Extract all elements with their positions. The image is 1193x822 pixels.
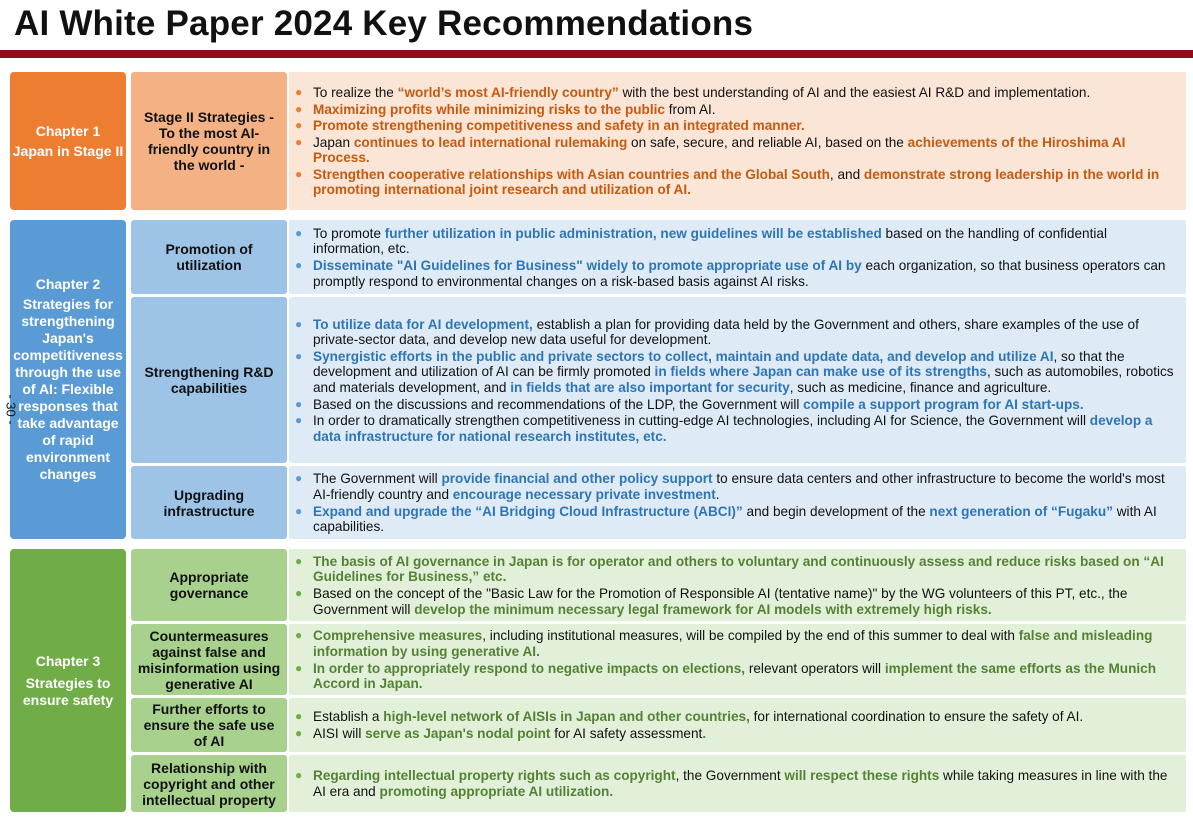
- highlight-text: develop the minimum necessary legal framework for AI models with extremely high risks.: [414, 601, 992, 617]
- body-text: each organization, so that business operators can promptly respond to environmental changes on a risk-based basis against AI risks.: [313, 258, 1166, 289]
- highlight-text: Disseminate "AI Guidelines for Business" widely to promote appropriate use of AI by: [313, 258, 862, 273]
- highlight-text: continues to lead international rulemaking: [353, 134, 628, 150]
- bullet-list: [295, 709, 1176, 742]
- body-text: based on the handling of confidential information, etc.: [313, 225, 1107, 257]
- body-text: To promote: [313, 225, 385, 241]
- body-text: In order to dramatically strengthen competitiveness in cutting-edge AI technologies, including AI for Science, the Government will: [313, 413, 1090, 429]
- chapter-1-section-1-content: [289, 72, 1186, 210]
- chapter-2-section-3-content: [289, 466, 1186, 539]
- bullet-icon: ●: [295, 101, 303, 116]
- highlight-text: in fields where Japan can make use of its strengths: [654, 364, 987, 380]
- bullet-item: [295, 503, 1176, 535]
- body-text: , such as automobiles, robotics and materials development, and: [313, 364, 1174, 395]
- highlight-text: provide financial and other policy support: [441, 471, 713, 487]
- chapter-3-title: Chapter 3: [35, 652, 101, 669]
- bullet-item: [295, 586, 1176, 617]
- chapter-2-section-1-content: [289, 220, 1186, 294]
- highlight-text: Expand and upgrade the “AI Bridging Cloud Infrastructure (ABCI)”: [313, 503, 743, 519]
- body-text: To realize the: [313, 84, 398, 100]
- bullet-item: [295, 134, 1176, 166]
- body-text: establish a plan for providing data held by the Government and others, share examples of the use of private-sector data, and develop new data useful for development.: [313, 316, 1139, 348]
- highlight-text: Strengthen cooperative relationships with Asian countries and the Global South: [313, 166, 830, 182]
- bullet-item: [295, 471, 1176, 502]
- body-text: with AI capabilities.: [313, 503, 1157, 535]
- body-text: and begin development of the: [742, 503, 930, 519]
- highlight-text: compile a support program for AI start-ups.: [803, 396, 1084, 412]
- highlight-text: In order to appropriately respond to negative impacts on elections,: [313, 660, 746, 676]
- bullet-item: [295, 628, 1176, 659]
- bullet-item: [295, 553, 1176, 585]
- bullet-icon: ●: [295, 553, 303, 568]
- highlight-text: .: [702, 726, 707, 741]
- bullet-icon: ●: [295, 348, 303, 363]
- highlight-text: in fields that are also important for security: [510, 380, 790, 395]
- bullet-item: [295, 348, 1176, 396]
- chapter-3-section-1-content: [289, 549, 1186, 621]
- chapter-2-panel: [10, 220, 126, 539]
- body-text: for international coordination to ensure the safety of AI.: [749, 709, 1084, 725]
- bullet-list: [295, 84, 1176, 199]
- body-text: while taking measures in line with the AI era and: [313, 768, 1168, 799]
- highlight-text: “world’s most AI-friendly country”: [397, 84, 619, 100]
- highlight-text: achievements of the Hiroshima AI Process.: [313, 134, 1126, 166]
- title-bar: [0, 50, 1193, 58]
- highlight-text: Comprehensive measures: [313, 628, 483, 644]
- highlight-text: Synergistic efforts in the public and private sectors to collect, maintain and update data, and develop and utilize AI: [313, 348, 1054, 364]
- bullet-icon: ●: [295, 84, 303, 99]
- body-text: relevant operators will: [745, 660, 885, 676]
- highlight-text: will respect these rights: [784, 768, 940, 784]
- bullet-item: [295, 709, 1176, 725]
- body-text: AISI will: [313, 726, 366, 741]
- bullet-icon: ●: [295, 660, 303, 675]
- bullet-item: [295, 660, 1176, 692]
- chapter-2-section-1-label: Promotion of utilization: [131, 220, 287, 294]
- bullet-item: [295, 101, 1176, 118]
- highlight-text: promoting appropriate AI utilization.: [379, 784, 614, 799]
- bullet-icon: ●: [295, 586, 303, 600]
- bullet-item: [295, 726, 1176, 742]
- bullet-item: [295, 258, 1176, 289]
- body-text: , and: [829, 166, 864, 182]
- highlight-text: further utilization in public administration, new guidelines will be established: [384, 225, 882, 241]
- bullet-icon: ●: [295, 413, 303, 428]
- body-text: , so that the development and utilization of AI can be firmly promoted: [313, 348, 1125, 380]
- body-text: Based on the concept of the "Basic Law for the Promotion of Responsible AI (tentative name)" by the WG volunteers of this PT, etc., the Government will: [313, 586, 1128, 617]
- highlight-text: implement the same efforts as the Munich Accord in Japan.: [313, 660, 1157, 692]
- bullet-item: [295, 84, 1176, 101]
- chapter-3-section-2-label: Countermeasures against false and misinformation using generative AI: [131, 624, 287, 695]
- chapter-1-title: Chapter 1: [35, 122, 101, 139]
- chapter-3-section-4-label: Relationship with copyright and other intellectual property: [131, 755, 287, 812]
- chapter-3-section-1-label: Appropriate governance: [131, 549, 287, 621]
- body-text: Establish a: [313, 709, 384, 725]
- chapter-2-section-2-label: Strengthening R&D capabilities: [131, 297, 287, 463]
- highlight-text: The basis of AI governance in Japan is for operator and others to voluntary and continuously assess and reduce risks based on “AI Guidelines for Business,” etc.: [313, 553, 1164, 585]
- bullet-list: [295, 225, 1176, 290]
- body-text: The Government will: [313, 471, 442, 487]
- body-text: to ensure data centers and other infrastructure to become the world's most AI-friendly country and: [313, 471, 1165, 502]
- bullet-item: [295, 413, 1176, 444]
- bullet-item: [295, 166, 1176, 198]
- bullet-icon: ●: [295, 134, 303, 149]
- bullet-icon: ●: [295, 258, 303, 272]
- chapter-1-subtitle: Japan in Stage II: [12, 142, 124, 159]
- chapter-1-panel: [10, 72, 126, 210]
- chapter-2-title: Chapter 2: [35, 276, 101, 292]
- chapter-3-section-4-content: [289, 755, 1186, 812]
- highlight-text: next generation of “Fugaku”: [929, 503, 1113, 519]
- bullet-list: [295, 471, 1176, 535]
- highlight-text: demonstrate strong leadership in the world in promoting international joint research and utilization of AI.: [313, 166, 1160, 198]
- highlight-text: Maximizing profits while minimizing risks to the public: [313, 101, 665, 117]
- body-text: , including institutional measures, will be compiled by the end of this summer to deal with: [482, 628, 1019, 644]
- bullet-list: [295, 316, 1176, 446]
- body-text: Japan: [313, 134, 354, 150]
- bullet-icon: ●: [295, 396, 303, 411]
- body-text: from AI.: [664, 101, 716, 117]
- body-text: with the best understanding of AI and the easiest AI R&D and implementation.: [618, 84, 1091, 100]
- chapter-2-section-2-content: [289, 297, 1186, 463]
- page-title: AI White Paper 2024 Key Recommendations: [14, 4, 754, 43]
- bullet-icon: ●: [295, 225, 303, 240]
- chapter-3-panel: [10, 549, 126, 812]
- bullet-list: [295, 553, 1176, 618]
- highlight-text: develop a data infrastructure for national research institutes, etc.: [313, 413, 1153, 444]
- bullet-icon: ●: [295, 628, 303, 643]
- bullet-icon: ●: [295, 503, 303, 518]
- highlight-text: serve as Japan's nodal point: [365, 726, 551, 741]
- bullet-item: [295, 768, 1176, 799]
- body-text: .: [715, 486, 720, 502]
- bullet-item: [295, 225, 1176, 257]
- chapter-1-section-1-label: Stage II Strategies - To the most AI-friendly country in the world -: [131, 72, 287, 210]
- highlight-text: To utilize data for AI development,: [313, 316, 533, 332]
- page-number: - 30 -: [3, 394, 19, 425]
- bullet-item: [295, 396, 1176, 413]
- bullet-icon: ●: [295, 316, 303, 331]
- highlight-text: Regarding intellectual property rights such as copyright: [313, 768, 676, 784]
- bullet-icon: ●: [295, 118, 303, 133]
- body-text: for AI safety assessment: [550, 726, 703, 741]
- chapter-3-section-2-content: [289, 624, 1186, 695]
- body-text: on safe, secure, and reliable AI, based on the: [627, 134, 908, 150]
- highlight-text: false and misleading information by using generative AI.: [313, 628, 1153, 659]
- body-text: , such as medicine, finance and agriculture.: [789, 380, 1052, 395]
- chapter-2-subtitle: Strategies for strengthening Japan's competitiveness through the use of AI: Flexible responses that take advantage of rapid environment changes: [13, 296, 123, 482]
- bullet-item: [295, 118, 1176, 134]
- bullet-list: [295, 628, 1176, 692]
- body-text: , the Government: [675, 768, 785, 784]
- chapter-3-section-3-content: [289, 698, 1186, 752]
- bullet-icon: ●: [295, 166, 303, 181]
- bullet-icon: ●: [295, 726, 303, 740]
- highlight-text: Promote strengthening competitiveness and safety in an integrated manner.: [313, 118, 805, 134]
- bullet-item: [295, 316, 1176, 348]
- bullet-icon: ●: [295, 471, 303, 486]
- highlight-text: high-level network of AISIs in Japan and other countries,: [383, 709, 750, 725]
- chapter-3-section-3-label: Further efforts to ensure the safe use of AI: [131, 698, 287, 752]
- bullet-icon: ●: [295, 768, 303, 783]
- chapter-3-subtitle: Strategies to ensure safety: [22, 674, 114, 708]
- bullet-icon: ●: [295, 709, 303, 724]
- chapter-2-section-3-label: Upgrading infrastructure: [131, 466, 287, 539]
- highlight-text: encourage necessary private investment: [452, 486, 716, 502]
- body-text: Based on the discussions and recommendations of the LDP, the Government will: [313, 396, 804, 412]
- bullet-list: [295, 768, 1176, 800]
